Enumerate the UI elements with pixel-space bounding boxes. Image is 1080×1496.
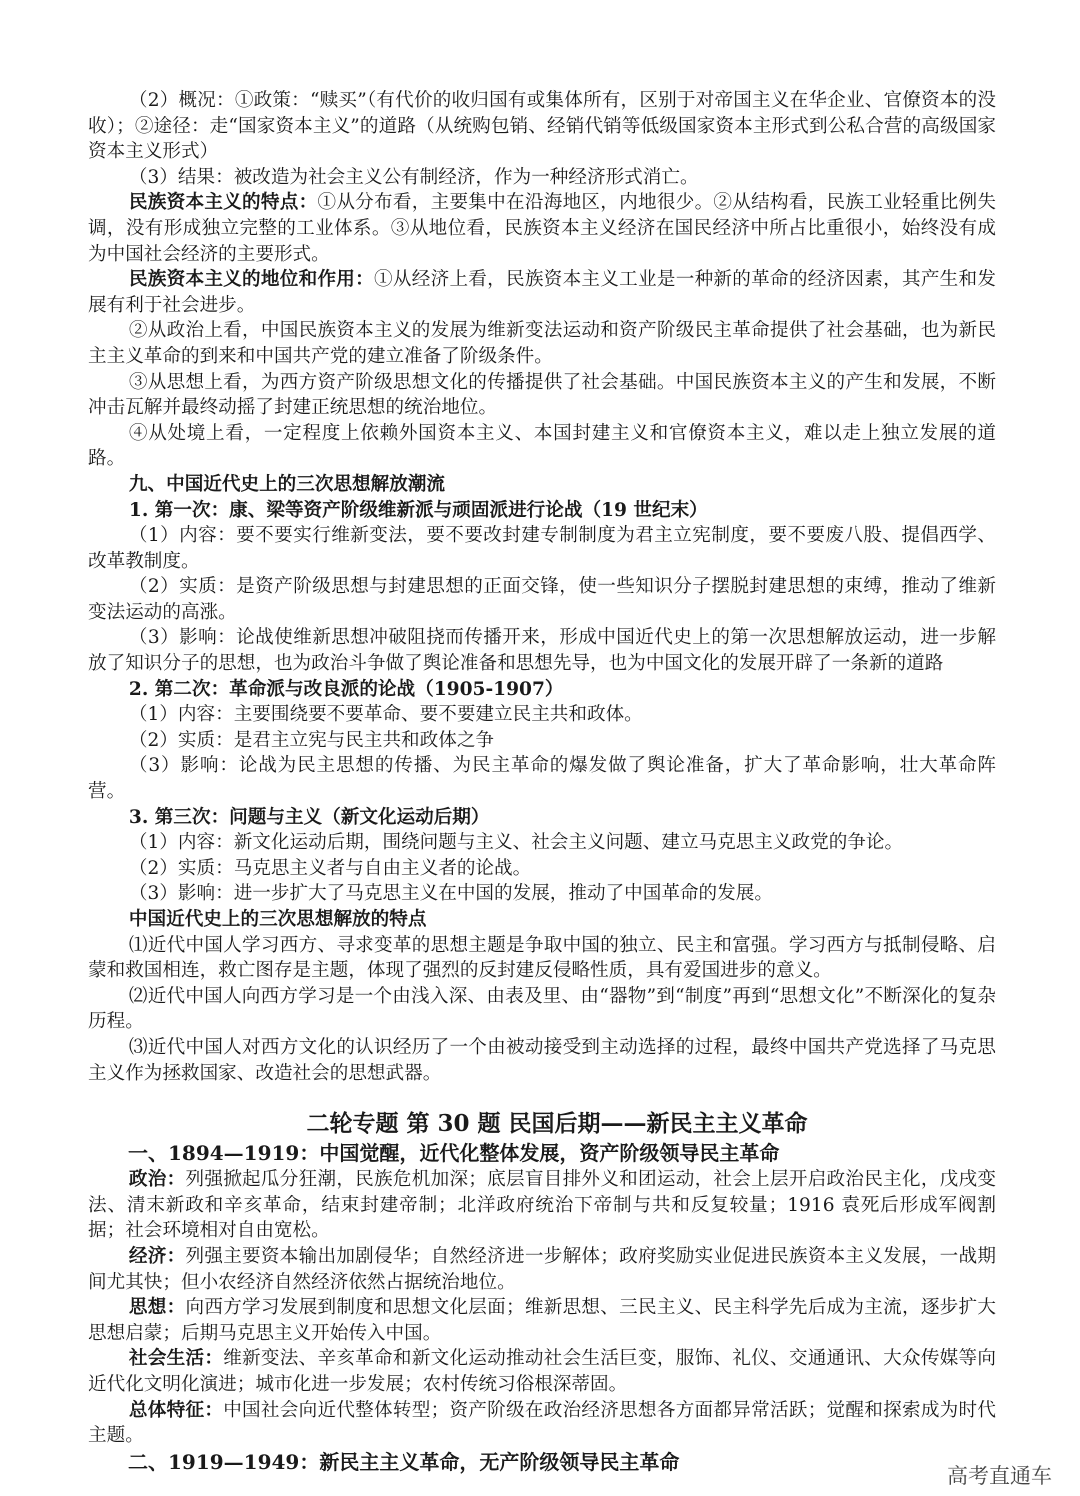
paragraph-text: 维新变法、辛亥革命和新文化运动推动社会生活巨变，服饰、礼仪、交通通讯、大众传媒等向近代化文明化演进；城市化进一步发展；农村传统习俗根深蒂固。: [88, 1348, 996, 1395]
paragraph-lead: 民族资本主义的特点：: [128, 192, 318, 214]
paragraph: [88, 421, 996, 472]
paragraph-text: 中国社会向近代整体转型；资产阶级在政治经济思想各方面都异常活跃；觉醒和探索成为时代主题。: [88, 1399, 996, 1447]
paragraph: [88, 267, 996, 318]
paragraph-text: （2）概况：①政策：“赎买”（有代价的收归国有或集体所有，区别于对帝国主义在华企业、官僚资本的没收）；②途径：走“国家资本主义”的道路（从统购包销、经销代销等低级国家资本主形式到公私合营的高级国家资本主义形式）: [88, 90, 996, 163]
watermark: 高考直通车: [947, 1463, 1052, 1488]
paragraph-text: 列强主要资本输出加剧侵华；自然经济进一步解体；政府奖励实业促进民族资本主义发展，一战期间尤其快；但小农经济自然经济依然占据统治地位。: [88, 1245, 996, 1293]
paragraph: [88, 1035, 996, 1086]
paragraph-text: （3）影响：进一步扩大了马克思主义在中国的发展，推动了中国革命的发展。: [128, 883, 773, 905]
paragraph: [88, 190, 996, 267]
paragraph: [88, 1398, 996, 1449]
paragraph: [88, 881, 996, 907]
paragraph: [88, 318, 996, 369]
paragraph-text: ②从政治上看，中国民族资本主义的发展为维新变法运动和资产阶级民主革命提供了社会基础，也为新民主主义革命的到来和中国共产党的建立准备了阶级条件。: [88, 320, 996, 367]
paragraph: [88, 88, 996, 165]
subheading: [88, 677, 996, 703]
paragraph-lead: 经济：: [128, 1245, 186, 1267]
paragraph: [88, 1167, 996, 1244]
paragraph-lead: 政治：: [128, 1169, 186, 1191]
paragraph-text: （1）内容：新文化运动后期，围绕问题与主义、社会主义问题、建立马克思主义政党的争论。: [128, 832, 904, 854]
paragraph-text: （2）实质：是资产阶级思想与封建思想的正面交锋，使一些知识分子摆脱封建思想的束缚，推动了维新变法运动的高涨。: [88, 576, 996, 623]
paragraph-text: ①从分布看，主要集中在沿海地区，内地很少。②从结构看，民族工业轻重比例失调，没有形成独立完整的工业体系。③从地位看，民族资本主义经济在国民经济中所占比重很小，始终没有成为中国社会经济的主要形式。: [88, 192, 996, 265]
section-heading-1919-1949: 二、1919—1949：新民主主义革命，无产阶级领导民主革命: [128, 1449, 680, 1474]
paragraph-text: （2）实质：是君主立宪与民主共和政体之争: [128, 729, 495, 751]
paragraph: [88, 830, 996, 856]
subheading: [88, 498, 996, 524]
page-title: 二轮专题 第 30 题 民国后期——新民主主义革命: [306, 1110, 808, 1138]
paragraph: [88, 856, 996, 882]
paragraph-text: 3. 第三次：问题与主义（新文化运动后期）: [128, 806, 490, 828]
paragraph: [88, 984, 996, 1035]
paragraph-text: （3）影响：论战为民主思想的传播、为民主革命的爆发做了舆论准备，扩大了革命影响，壮大革命阵营。: [88, 755, 996, 803]
paragraph: [88, 702, 996, 728]
paragraph-text: ⑶近代中国人对西方文化的认识经历了一个由被动接受到主动选择的过程，最终中国共产党选择了马克思主义作为拯救国家、改造社会的思想武器。: [88, 1036, 996, 1084]
paragraph-text: （3）影响：论战使维新思想冲破阻挠而传播开来，形成中国近代史上的第一次思想解放运动，进一步解放了知识分子的思想，也为政治斗争做了舆论准备和思想先导，也为中国文化的发展开辟了一条新的道路: [88, 627, 996, 675]
paragraph: [88, 574, 996, 625]
paragraph-text: 向西方学习发展到制度和思想文化层面；维新思想、三民主义、民主科学先后成为主流，逐步扩大思想启蒙；后期马克思主义开始传入中国。: [88, 1297, 996, 1344]
paragraph-text: ③从思想上看，为西方资产阶级思想文化的传播提供了社会基础。中国民族资本主义的产生和发展，不断冲击瓦解并最终动摇了封建正统思想的统治地位。: [88, 371, 996, 419]
paragraph: [88, 1295, 996, 1346]
document-page: [88, 0, 1052, 1496]
paragraph-text: （2）实质：马克思主义者与自由主义者的论战。: [128, 857, 532, 879]
paragraph: [88, 753, 996, 804]
paragraph: [88, 625, 996, 676]
paragraph-text: ④从处境上看，一定程度上依赖外国资本主义、本国封建主义和官僚资本主义，难以走上独立发展的道路。: [88, 422, 996, 470]
paragraph: [88, 1244, 996, 1295]
paragraph-text: 列强掀起瓜分狂潮，民族危机加深；底层盲目排外义和团运动，社会上层开启政治民主化，戊戌变法、清末新政和辛亥革命，结束封建帝制；北洋政府统治下帝制与共和反复较量；1916 袁死后形成军阀割据；社会环境相对自由宽松。: [88, 1169, 996, 1242]
paragraph-text: ⑴近代中国人学习西方、寻求变革的思想主题是争取中国的独立、民主和富强。学习西方与抵制侵略、启蒙和救国相连，救亡图存是主题，体现了强烈的反封建反侵略性质，具有爱国进步的意义。: [88, 934, 996, 982]
section-national-capitalism-and-thought: [88, 88, 996, 1086]
paragraph-text: 2. 第二次：革命派与改良派的论战（1905-1907）: [128, 678, 564, 700]
paragraph: [88, 933, 996, 984]
paragraph-text: ⑵近代中国人向西方学习是一个由浅入深、由表及里、由“器物”到“制度”再到“思想文化”不断深化的复杂历程。: [88, 985, 996, 1033]
paragraph-lead: 社会生活：: [128, 1348, 224, 1370]
paragraph-text: ①从经济上看，民族资本主义工业是一种新的革命的经济因素，其产生和发展有利于社会进步。: [88, 269, 996, 316]
paragraph: [88, 1346, 996, 1397]
paragraph-lead: 思想：: [128, 1297, 186, 1319]
section-1894-1919-content: [88, 1167, 996, 1449]
paragraph: [88, 165, 996, 191]
paragraph-text: 九、中国近代史上的三次思想解放潮流: [128, 473, 446, 495]
paragraph-text: （3）结果：被改造为社会主义公有制经济，作为一种经济形式消亡。: [128, 166, 699, 188]
paragraph-text: （1）内容：要不要实行维新变法，要不要改封建专制制度为君主立宪制度，要不要废八股、提倡西学、改革教制度。: [88, 525, 996, 572]
paragraph-lead: 民族资本主义的地位和作用：: [128, 269, 375, 291]
subheading: [88, 805, 996, 831]
paragraph-text: 中国近代史上的三次思想解放的特点: [128, 909, 427, 930]
paragraph-lead: 总体特征：: [128, 1399, 224, 1421]
paragraph: [88, 728, 996, 754]
subheading: [88, 472, 996, 498]
paragraph-text: 1. 第一次：康、梁等资产阶级维新派与顽固派进行论战（19 世纪末）: [128, 499, 708, 521]
paragraph-text: （1）内容：主要围绕要不要革命、要不要建立民主共和政体。: [128, 704, 643, 726]
subheading: [88, 907, 996, 933]
last-heading-row: [88, 1449, 1052, 1488]
section-heading-1894-1919: 一、1894—1919：中国觉醒，近代化整体发展，资产阶级领导民主革命: [128, 1141, 780, 1166]
paragraph: [88, 370, 996, 421]
paragraph: [88, 523, 996, 574]
